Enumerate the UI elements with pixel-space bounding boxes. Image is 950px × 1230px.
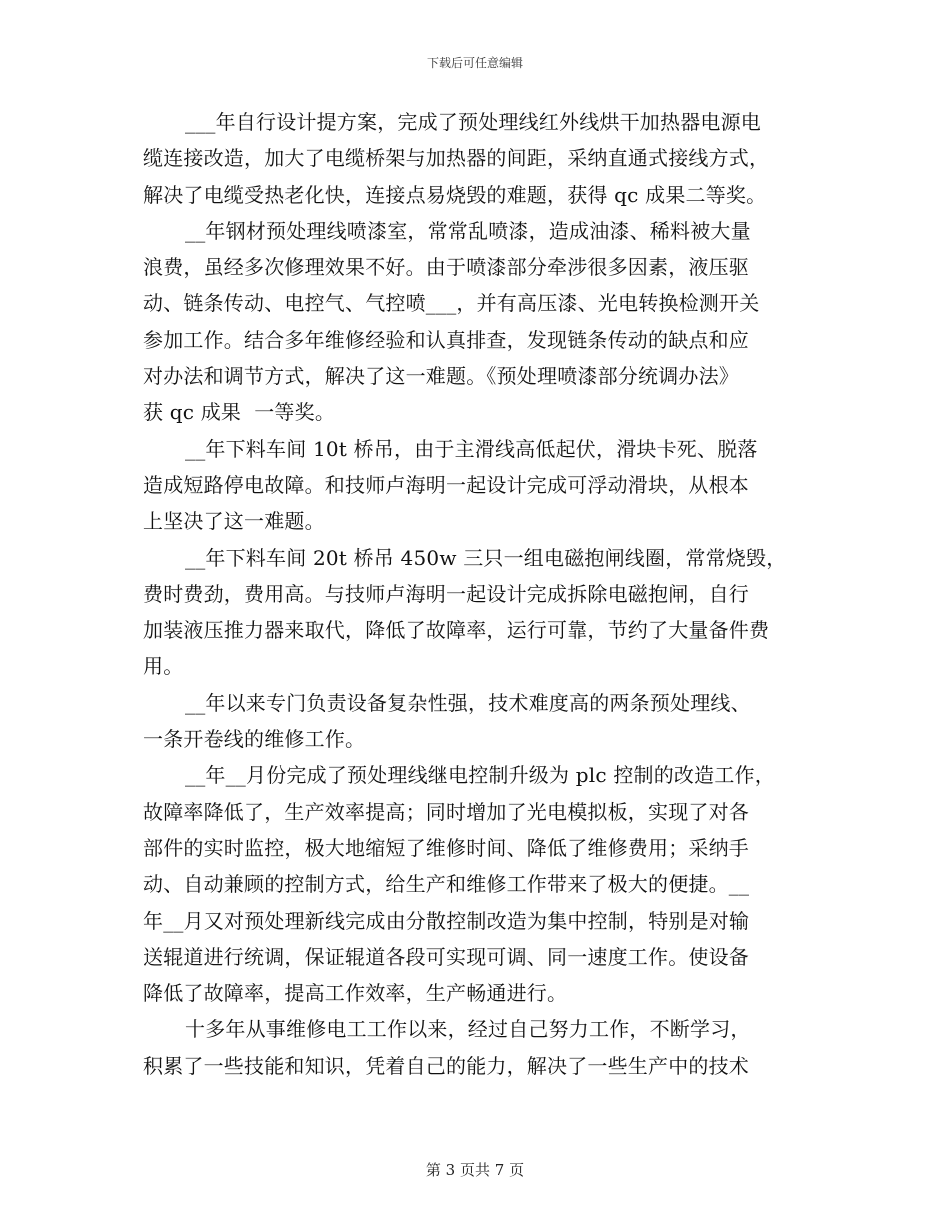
- text-line: 缆连接改造，加大了电缆桥架与加热器的间距，采纳直通式接线方式，: [143, 146, 770, 171]
- text-line: 动、自动兼顾的控制方式，给生产和维修工作带来了极大的便捷。__: [143, 872, 750, 897]
- text-line: 对办法和调节方式，解决了这一难题。《预处理喷漆部分统调办法》: [143, 364, 739, 389]
- text-line: 用。: [143, 654, 184, 679]
- text-line: 一条开卷线的维修工作。: [143, 727, 366, 752]
- text-line: 上坚决了这一难题。: [143, 509, 325, 534]
- text-line: 加装液压推力器来取代，降低了故障率，运行可靠，节约了大量备件费: [143, 618, 770, 643]
- text-line: 故障率降低了，生产效率提高；同时增加了光电模拟板，实现了对各: [143, 799, 749, 824]
- text-line: 获 qc 成果 一等奖。: [143, 400, 336, 425]
- text-line: __年钢材预处理线喷漆室，常常乱喷漆，造成油漆、稀料被大量: [185, 218, 751, 243]
- download-edit-note: 下载后可任意编辑: [426, 56, 523, 70]
- text-line: 部件的实时监控，极大地缩短了维修时间、降低了维修费用；采纳手: [143, 835, 749, 860]
- page-number: 第 3 页共 7 页: [425, 1161, 525, 1179]
- text-line: __年以来专门负责设备复杂性强，技术难度高的两条预处理线、: [185, 690, 751, 715]
- text-line: 十多年从事维修电工工作以来，经过自己努力工作，不断学习，: [185, 1017, 751, 1042]
- text-line: 解决了电缆受热老化快，连接点易烧毁的难题，获得 qc 成果二等奖。: [143, 182, 767, 207]
- text-line: 动、链条传动、电控气、气控喷___，并有高压漆、光电转换检测开关: [143, 291, 760, 316]
- text-line: 降低了故障率，提高工作效率，生产畅通进行。: [143, 981, 568, 1006]
- text-line: ___年自行设计提方案，完成了预处理线红外线烘干加热器电源电: [185, 110, 761, 134]
- text-line: 积累了一些技能和知识，凭着自己的能力，解决了一些生产中的技术: [143, 1053, 749, 1078]
- text-line: __年__月份完成了预处理线继电控制升级为 plc 控制的改造工作，: [185, 763, 775, 788]
- document-body: [143, 104, 807, 1084]
- text-line: 年__月又对预处理新线完成由分散控制改造为集中控制，特别是对输: [143, 908, 750, 933]
- text-line: 费时费劲，费用高。与技师卢海明一起设计完成拆除电磁抱闸，自行: [143, 581, 749, 606]
- text-line: 参加工作。结合多年维修经验和认真排查，发现链条传动的缺点和应: [143, 327, 749, 352]
- text-line: 造成短路停电故障。和技师卢海明一起设计完成可浮动滑块，从根本: [143, 472, 749, 497]
- text-line: 送辊道进行统调，保证辊道各段可实现可调、同一速度工作。使设备: [143, 944, 749, 969]
- text-line: __年下料车间 10t 桥吊，由于主滑线高低起伏，滑块卡死、脱落: [185, 436, 758, 461]
- text-line: 浪费，虽经多次修理效果不好。由于喷漆部分牵涉很多因素，液压驱: [143, 255, 749, 280]
- text-line: __年下料车间 20t 桥吊 450w 三只一组电磁抱闸线圈，常常烧毁，: [185, 545, 787, 570]
